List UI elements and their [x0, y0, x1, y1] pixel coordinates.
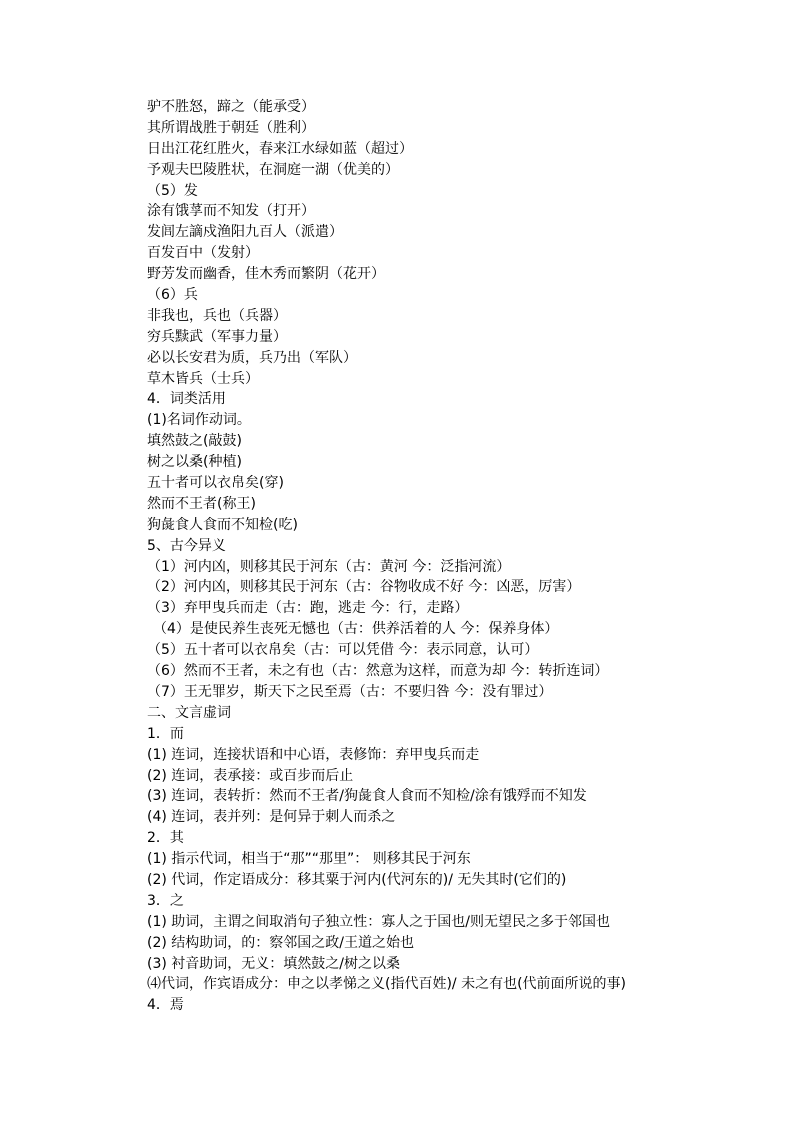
text-line: 野芳发而幽香，佳木秀而繁阴（花开）	[147, 266, 385, 283]
text-line: (1) 助词，主谓之间取消句子独立性：寡人之于国也/则无望民之多于邻国也	[147, 913, 610, 930]
text-line: 日出江花红胜火，春来江水绿如蓝（超过）	[147, 140, 413, 157]
text-line: （6）然而不王者，未之有也（古：然意为这样，而意为却 今：转折连词）	[147, 663, 609, 680]
text-line: 驴不胜怒，蹄之（能承受）	[147, 99, 315, 115]
text-line: (4) 连词，表并列：是何异于刺人而杀之	[147, 809, 396, 826]
text-line: 狗彘食人食而不知检(吃)	[147, 516, 298, 533]
section-heading: 2．其	[147, 830, 184, 847]
text-line: 然而不王者(称王)	[147, 495, 256, 512]
text-line: (1)名词作动词。	[147, 412, 251, 429]
text-line: 必以长安君为质，兵乃出（军队）	[147, 349, 357, 366]
text-line: 草木皆兵（士兵）	[147, 370, 259, 387]
text-line: ⑷代词，作宾语成分：申之以孝悌之义(指代百姓)/ 未之有也(代前面所说的事)	[147, 976, 627, 993]
section-heading: 3．之	[147, 892, 184, 909]
text-line: （3）弃甲曳兵而走（古：跑，逃走 今：行，走路）	[147, 600, 469, 617]
text-line: 五十者可以衣帛矣(穿)	[147, 475, 284, 492]
text-line: (2) 代词，作定语成分：移其粟于河内(代河东的)/ 无失其时(它们的)	[147, 871, 567, 888]
text-line: (2) 结构助词，的：察邻国之政/王道之始也	[147, 934, 414, 951]
text-line: (1) 连词，连接状语和中心语，表修饰：弃甲曳兵而走	[147, 746, 480, 763]
section-heading: （6）兵	[147, 287, 198, 304]
text-line: （7）王无罪岁，斯天下之民至焉（古：不要归咎 今：没有罪过）	[147, 683, 553, 700]
text-line: 予观夫巴陵胜状，在洞庭一湖（优美的）	[147, 161, 399, 178]
text-line: (2) 连词，表承接：或百步而后止	[147, 767, 354, 784]
text-line: （4）是使民养生丧死无憾也（古：供养活着的人 今：保养身体）	[153, 621, 559, 638]
section-heading: （5）发	[147, 182, 198, 199]
text-line: (1) 指示代词，相当于“那”“那里”： 则移其民于河东	[147, 851, 471, 868]
text-line: （1）河内凶，则移其民于河东（古：黄河 今：泛指河流）	[147, 558, 511, 575]
text-line: 穷兵黩武（军事力量）	[147, 328, 287, 345]
section-heading: 5、古今异义	[147, 537, 226, 554]
text-line: 涂有饿莩而不知发（打开）	[147, 203, 315, 220]
section-heading: 二、文言虚词	[147, 704, 231, 721]
text-line: 树之以桑(种植)	[147, 454, 242, 471]
document-page	[147, 97, 767, 1016]
text-line: (3) 衬音助词，无义：填然鼓之/树之以桑	[147, 955, 400, 972]
text-line: (3) 连词，表转折：然而不王者/狗彘食人食而不知检/涂有饿殍而不知发	[147, 788, 587, 805]
section-heading: 4．焉	[147, 997, 184, 1014]
text-line: 发闾左謫戍渔阳九百人（派遣）	[147, 224, 343, 241]
section-heading: 1．而	[147, 725, 184, 742]
text-line: 百发百中（发射）	[147, 245, 259, 262]
text-line: 其所谓战胜于朝廷（胜利）	[147, 119, 315, 136]
section-heading: 4．词类活用	[147, 391, 226, 408]
text-line: 填然鼓之(敲鼓)	[147, 433, 242, 450]
text-line: （2）河内凶，则移其民于河东（古：谷物收成不好 今：凶恶，厉害）	[147, 579, 581, 596]
text-line: （5）五十者可以衣帛矣（古：可以凭借 今：表示同意，认可）	[147, 642, 539, 659]
text-line: 非我也，兵也（兵器）	[147, 307, 287, 324]
